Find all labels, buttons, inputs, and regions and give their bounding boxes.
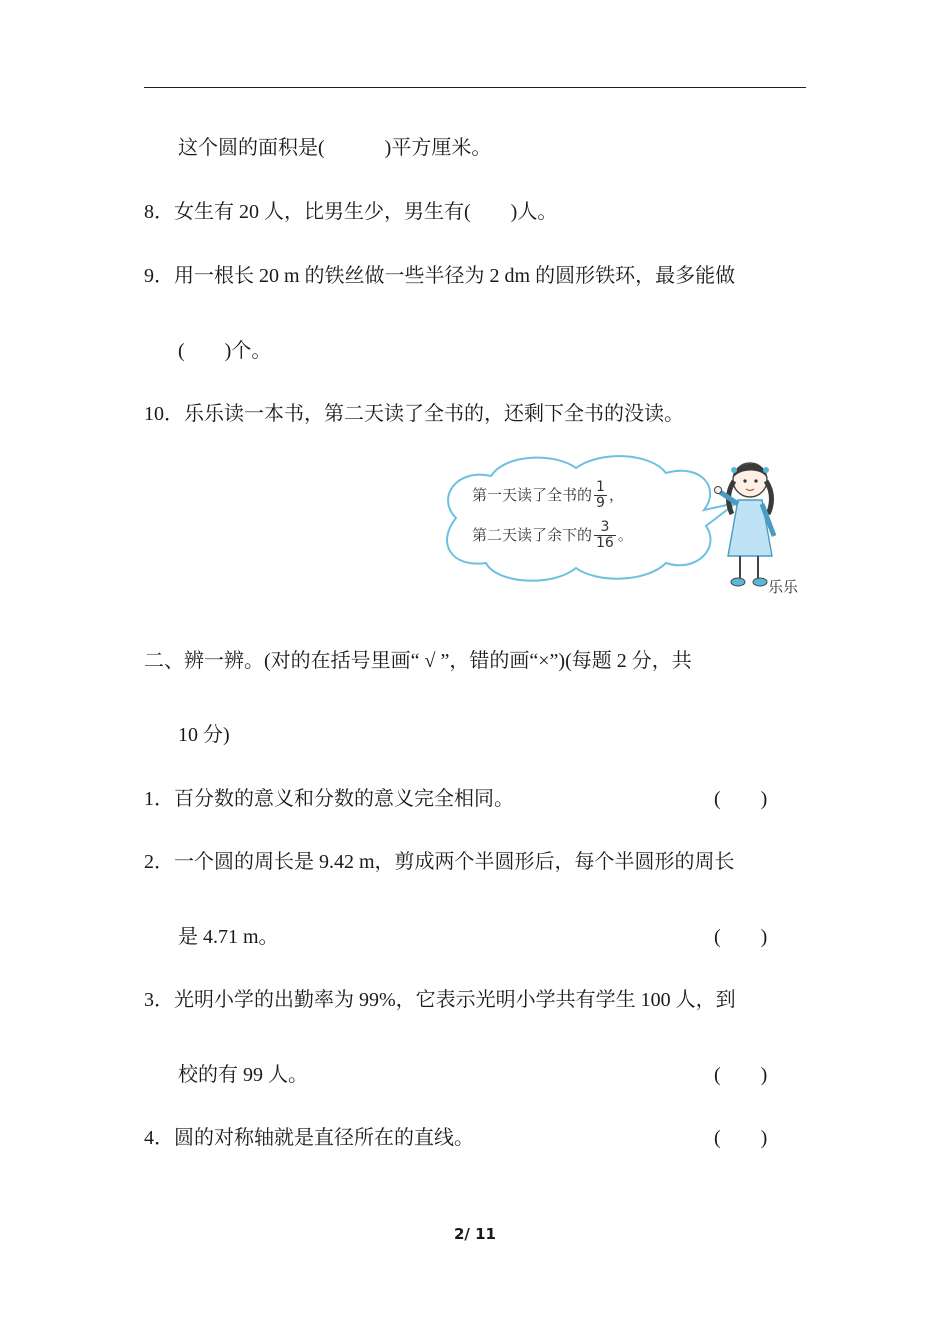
question-9	[144, 264, 735, 288]
question-number: 1．	[144, 788, 174, 810]
question-text: 光明小学的出勤率为 99%，它表示光明小学共有学生 100 人，到	[174, 989, 736, 1011]
judge-item-2	[144, 850, 735, 874]
girl-figure	[715, 463, 775, 586]
question-text: 用一根长 20 m 的铁丝做一些半径为 2 dm 的圆形铁环，最多能做	[174, 265, 736, 287]
answer-bracket-1[interactable]: ( )	[714, 788, 768, 810]
answer-bracket-3[interactable]: ( )	[714, 1064, 768, 1086]
character-name: 乐乐	[768, 578, 799, 596]
question-text: 女生有 20 人，比男生少，男生有( )人。	[174, 201, 558, 223]
question-text: 一个圆的周长是 9.42 m，剪成两个半圆形后，每个半圆形的周长	[174, 851, 735, 873]
answer-bracket-4[interactable]: ( )	[714, 1127, 768, 1149]
section-2-heading-line2: 10 分)	[178, 724, 230, 746]
answer-bracket-2[interactable]: ( )	[714, 926, 768, 948]
question-8	[144, 200, 557, 224]
fraction-one-ninth: $\frac{1}{9}$	[596, 479, 605, 511]
question-text: 圆的对称轴就是直径所在的直线。	[174, 1127, 474, 1149]
question-number: 8．	[144, 201, 174, 223]
judge-item-4	[144, 1126, 474, 1150]
question-10	[144, 402, 684, 426]
question-number: 2．	[144, 851, 174, 873]
question-number: 4．	[144, 1127, 174, 1149]
fraction-three-sixteenths: $\frac{3}{16}$	[596, 519, 614, 551]
question-number: 3．	[144, 989, 174, 1011]
question-text: 乐乐读一本书，第二天读了全书的，还剩下全书的没读。	[184, 403, 684, 425]
judge-item-2-line2: 是 4.71 m。	[178, 926, 279, 948]
section-2-heading: 二、辨一辨。(对的在括号里画“ √ ”，错的画“×”)(每题 2 分，共	[144, 650, 692, 672]
judge-item-3	[144, 988, 736, 1012]
judge-item-1	[144, 787, 514, 811]
question-number: 10．	[144, 403, 184, 425]
judge-item-3-line2: 校的有 99 人。	[178, 1064, 308, 1086]
page-number: 2/ 11	[453, 1225, 496, 1243]
q7-continuation: 这个圆的面积是( )平方厘米。	[178, 137, 492, 159]
speech-bubble	[447, 456, 736, 581]
question-9-line2: ( )个。	[178, 340, 272, 362]
bubble-line-2: 第二天读了余下的 $\frac{3}{16}$ 。	[472, 519, 633, 551]
reading-illustration	[436, 448, 806, 608]
header-rule	[144, 87, 806, 88]
bubble-line-1: 第一天读了全书的 $\frac{1}{9}$ ，	[472, 479, 624, 511]
question-text: 百分数的意义和分数的意义完全相同。	[174, 788, 514, 810]
question-number: 9．	[144, 265, 174, 287]
